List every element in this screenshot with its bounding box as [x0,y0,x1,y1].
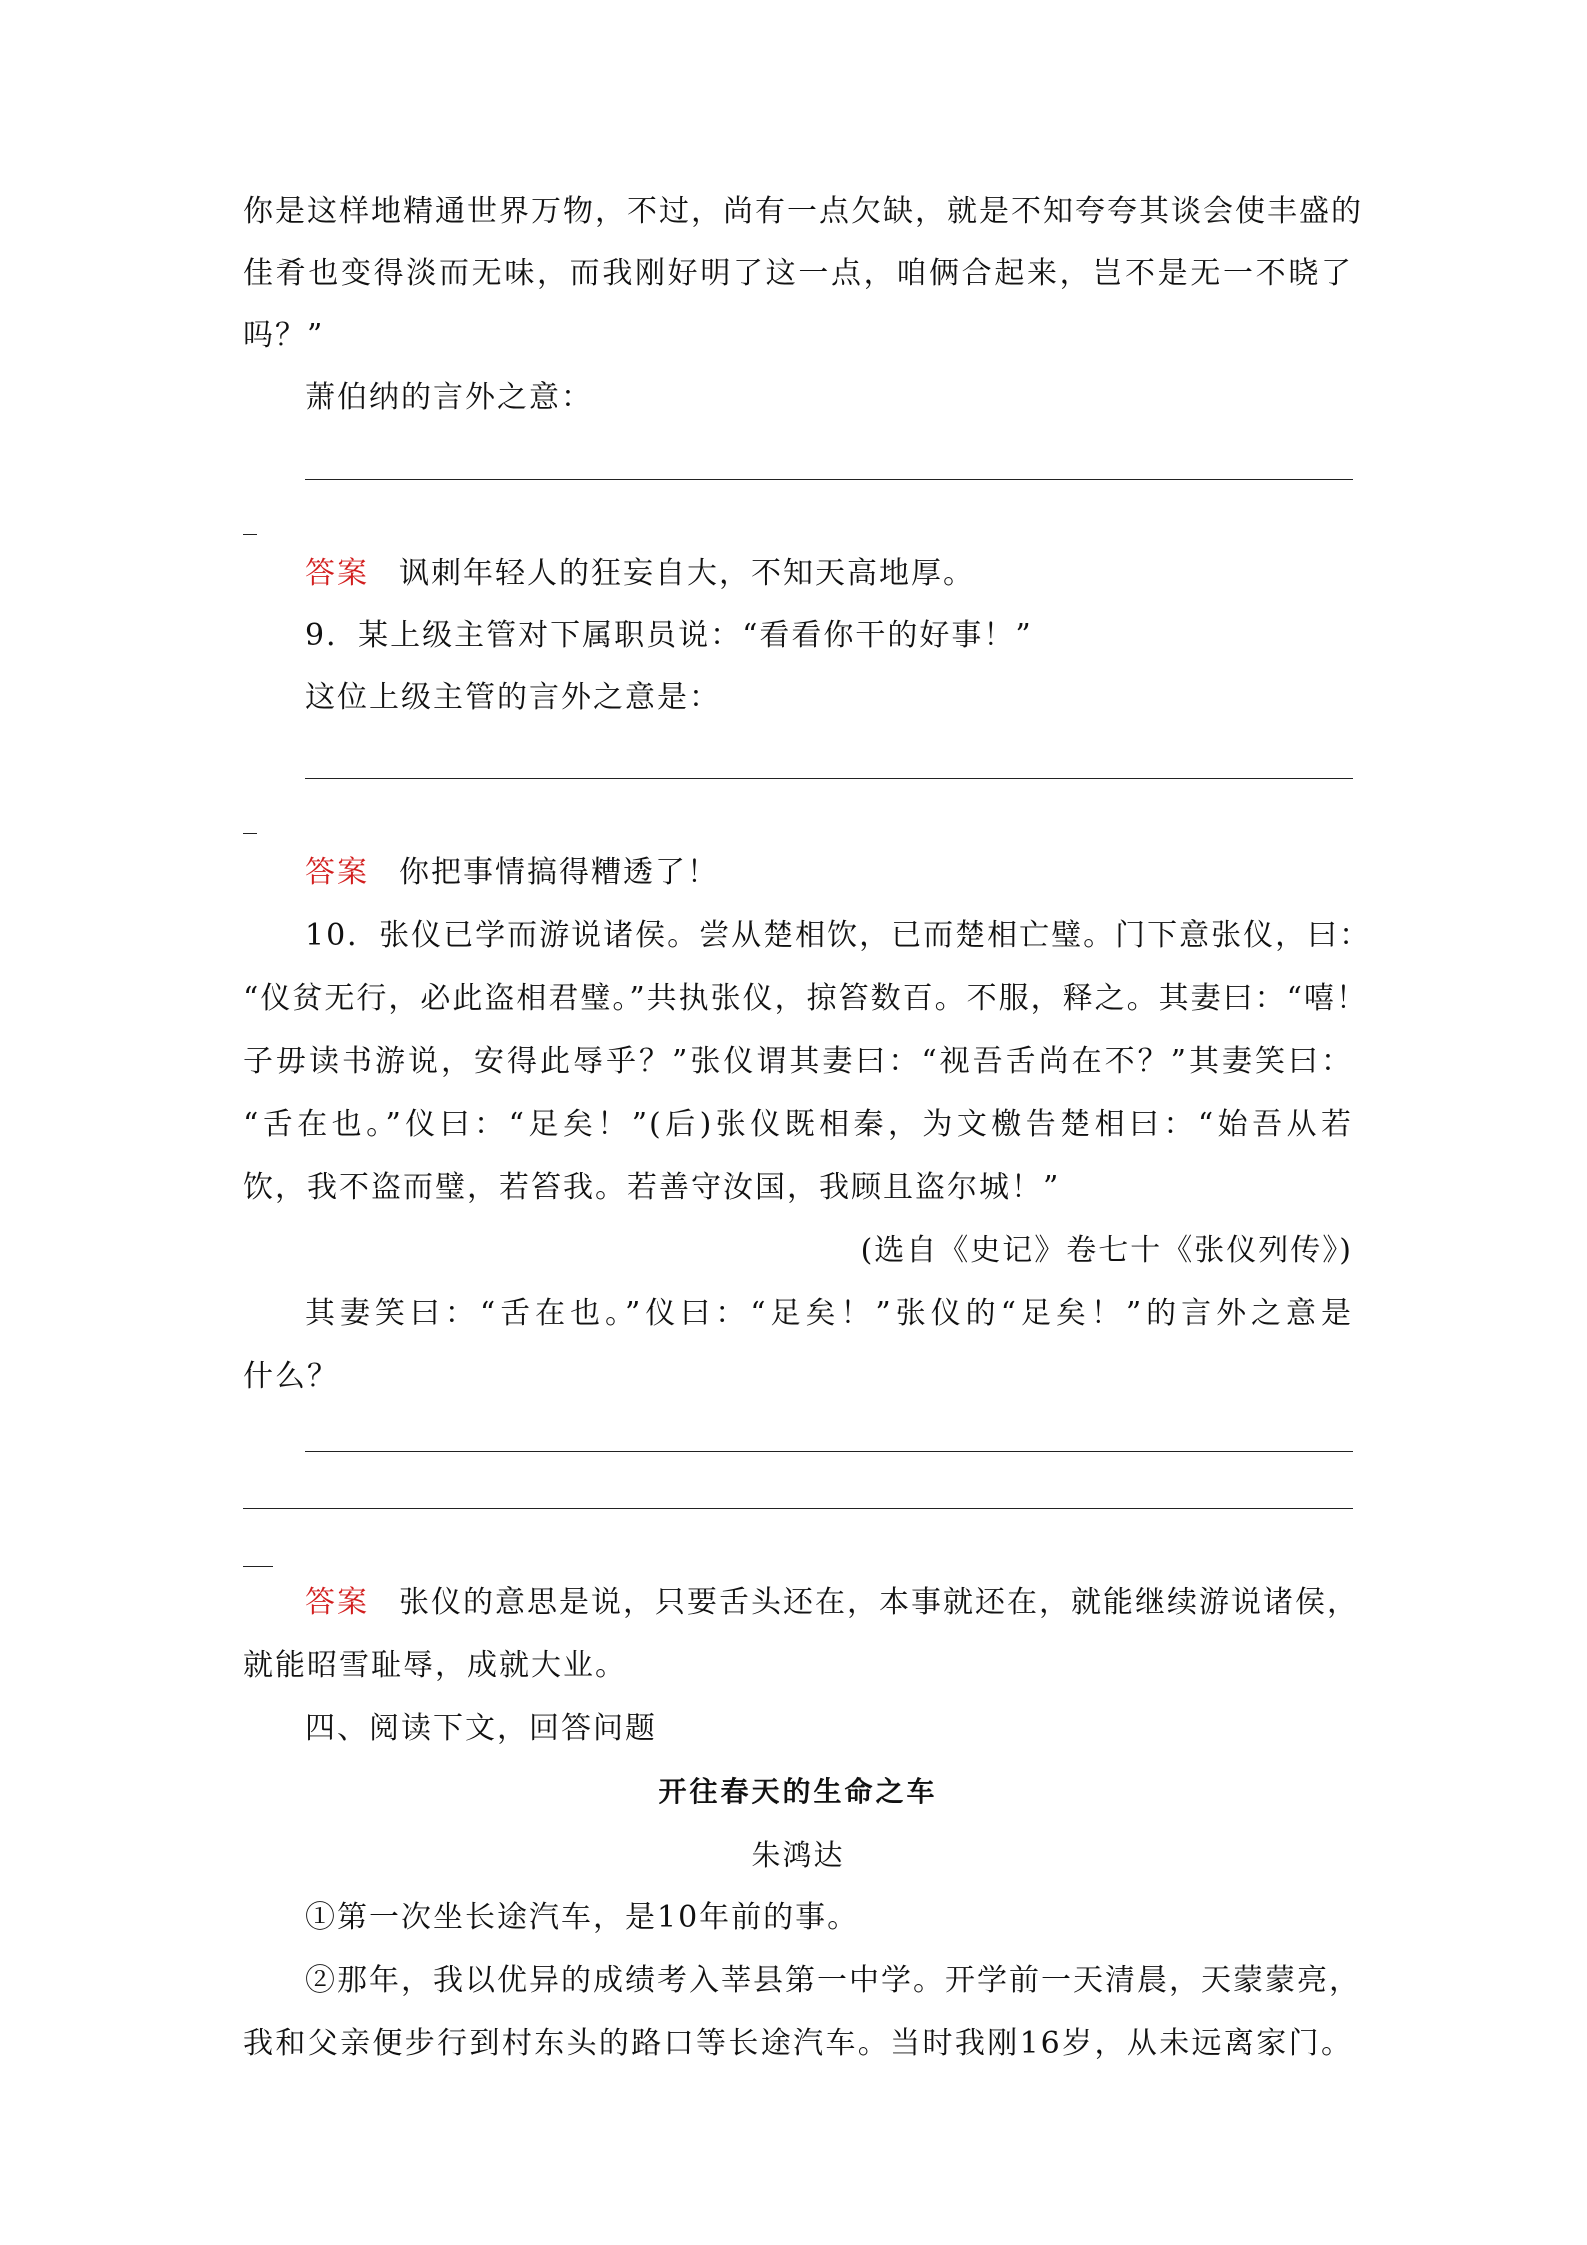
section-heading: 四、阅读下文，回答问题 [305,1711,657,1746]
q8-answer [305,554,1353,594]
q10-line: 10．张仪已学而游说诸侯。尝从楚相饮，已而楚相亡璧。门下意张仪，曰： [305,918,1372,953]
answer-blank-dash [243,534,257,535]
q9-question: 9．某上级主管对下属职员说：“看看你干的好事！” [305,618,1033,653]
answer-blank-line [243,1508,1353,1509]
answer-blank-dash [243,833,257,834]
q10-answer [305,1583,1359,1623]
article-title: 开往春天的生命之车 [658,1775,938,1808]
q10-line: 子毋读书游说，安得此辱乎？”张仪谓其妻曰：“视吾舌尚在不？”其妻笑曰： [243,1044,1353,1079]
article-paragraph: ②那年，我以优异的成绩考入莘县第一中学。开学前一天清晨，天蒙蒙亮， [305,1963,1361,1998]
q10-line: “舌在也。”仪曰：“足矣！”(后)张仪既相秦，为文檄告楚相曰：“始吾从若 [243,1107,1353,1142]
passage-line: 佳肴也变得淡而无味，而我刚好明了这一点，咱俩合起来，岂不是无一不晓了 [243,256,1353,291]
article-author: 朱鸿达 [751,1838,845,1872]
answer-text: 张仪的意思是说，只要舌头还在，本事就还在，就能继续游说诸侯， [399,1585,1359,1620]
q10-line: “仪贫无行，必此盗相君璧。”共执张仪，掠笞数百。不服，释之。其妻曰：“嘻！ [243,981,1369,1016]
answer-label: 答案 [305,556,369,591]
q10-ask: 其妻笑曰：“舌在也。”仪曰：“足矣！”张仪的“足矣！”的言外之意是 [305,1296,1353,1331]
q10-line: 饮，我不盗而璧，若笞我。若善守汝国，我顾且盗尔城！” [243,1170,1061,1205]
passage-line: 你是这样地精通世界万物，不过，尚有一点欠缺，就是不知夸夸其谈会使丰盛的 [243,194,1363,229]
answer-text: 你把事情搞得糟透了！ [399,855,719,890]
q10-source: (选自《史记》卷七十《张仪列传》) [860,1233,1353,1268]
answer-blank-line [305,479,1353,480]
q9-prompt: 这位上级主管的言外之意是： [305,680,721,715]
answer-text: 讽刺年轻人的狂妄自大，不知天高地厚。 [399,556,975,591]
answer-blank-line [305,1451,1353,1452]
q8-prompt: 萧伯纳的言外之意： [305,380,593,415]
answer-blank-line [305,778,1353,779]
q9-answer [305,853,1353,893]
article-paragraph: 我和父亲便步行到村东头的路口等长途汽车。当时我刚16岁，从未远离家门。 [243,2026,1353,2061]
article-paragraph: ①第一次坐长途汽车，是10年前的事。 [305,1900,860,1935]
q10-answer-cont: 就能昭雪耻辱，成就大业。 [243,1648,627,1683]
answer-label: 答案 [305,855,369,890]
q10-ask: 什么？ [243,1359,339,1394]
passage-line: 吗？” [243,318,325,353]
answer-label: 答案 [305,1585,369,1620]
answer-blank-dash [243,1566,273,1567]
